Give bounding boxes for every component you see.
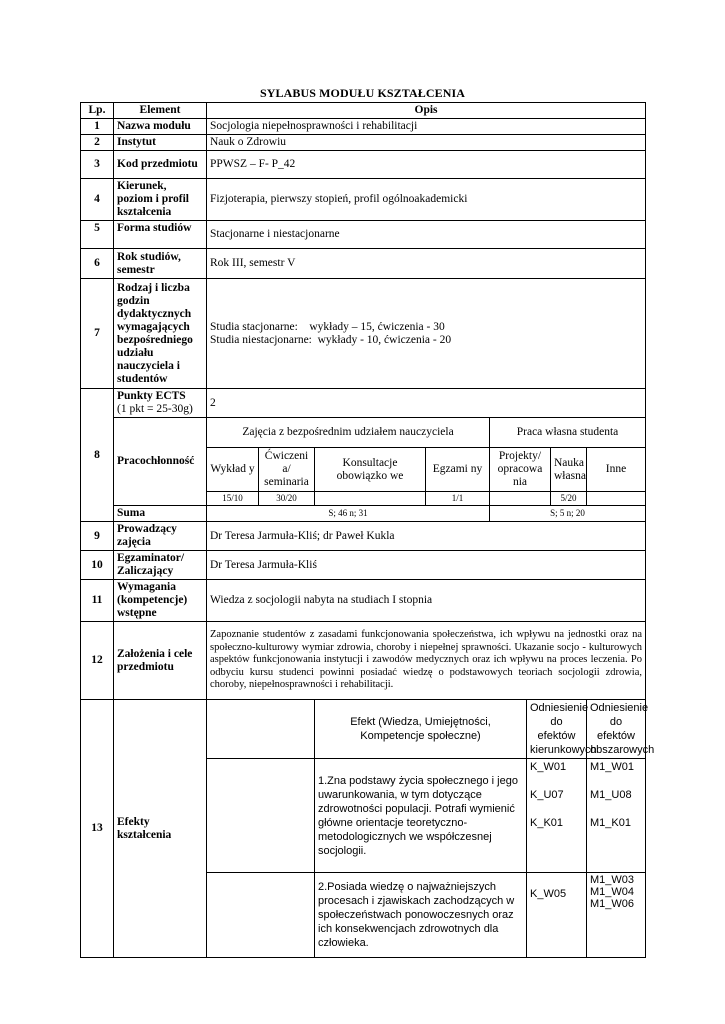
row-element: Założenia i cele przedmiotu — [114, 622, 207, 700]
sum-self: S; 5 n; 20 — [490, 506, 646, 522]
ects-label-cell — [114, 389, 207, 418]
effect-kier-refs — [527, 759, 587, 873]
row-element: Rok studiów, semestr — [114, 249, 207, 279]
row-element: Egzaminator/ Zaliczający — [114, 551, 207, 580]
val-self-study: 5/20 — [551, 492, 587, 506]
sum-direct: S; 46 n; 31 — [207, 506, 490, 522]
row-number: 7 — [81, 279, 114, 389]
col-exams: Egzami ny — [426, 448, 490, 492]
ref-code: K_W05 — [530, 888, 567, 900]
row-description: Socjologia niepełnosprawności i rehabilitacji — [207, 119, 646, 135]
row-description: PPWSZ – F- P_42 — [207, 151, 646, 179]
row-description: Rok III, semestr V — [207, 249, 646, 279]
row-description: Fizjoterapia, pierwszy stopień, profil ogólnoakademicki — [207, 179, 646, 221]
effects-spacer — [207, 759, 315, 873]
row-number: 11 — [81, 580, 114, 622]
ref-code: M1_U08 — [590, 789, 632, 801]
ref-code: M1_K01 — [590, 817, 631, 829]
row-description: Dr Teresa Jarmuła-Kliś — [207, 551, 646, 580]
row-description: Stacjonarne i niestacjonarne — [207, 221, 646, 249]
row-number: 12 — [81, 622, 114, 700]
ref-code: K_U07 — [530, 789, 564, 801]
val-consultations — [315, 492, 426, 506]
row-number: 8 — [81, 389, 114, 522]
ref-code: M1_W01 — [590, 761, 635, 773]
row-element: Efekty kształcenia — [114, 700, 207, 958]
syllabus-table — [80, 102, 655, 958]
ref-code: M1_W06 — [590, 898, 635, 910]
effect-text: 2.Posiada wiedzę o najważniejszych procesach i zjawiskach zachodzących w społeczeństwach ponowoczesnych oraz ich konsekwencjach zdrowotnych dla człowieka. — [315, 873, 527, 958]
row-element: Rodzaj i liczba godzin dydaktycznych wymagających bezpośredniego udziału nauczyciela i studentów — [114, 279, 207, 389]
col-lectures: Wykład y — [207, 448, 259, 492]
col-self-study: Nauka własna — [551, 448, 587, 492]
effect-text: 1.Zna podstawy życia społecznego i jego uwarunkowania, w tym dotyczące zdrowotności populacji. Potrafi wymienić główne orientacje teoretyczno-metodologicznych we współczesnej socjologii. — [315, 759, 527, 873]
table-row — [81, 179, 646, 221]
row-number: 13 — [81, 700, 114, 958]
effects-spacer — [207, 873, 315, 958]
val-projects — [490, 492, 551, 506]
workload-label: Pracochłonność — [114, 418, 207, 506]
self-study-header: Praca własna studenta — [490, 418, 646, 448]
header-lp: Lp. — [81, 103, 114, 119]
table-row — [81, 249, 646, 279]
ects-sub-label: (1 pkt = 25-30g) — [117, 403, 193, 415]
sum-row — [81, 506, 646, 522]
row-number: 10 — [81, 551, 114, 580]
hours-nonstationary: Studia niestacjonarne: wykłady - 10, ćwiczenia - 20 — [210, 333, 452, 346]
table-row — [81, 279, 646, 389]
direct-contact-header: Zajęcia z bezpośrednim udziałem nauczyciela — [207, 418, 490, 448]
col-other: Inne — [587, 448, 646, 492]
ref-code: M1_W03 — [590, 874, 635, 886]
effects-spacer — [207, 700, 315, 759]
effect-obsz-refs — [587, 759, 646, 873]
table-row — [81, 119, 646, 135]
header-row — [81, 103, 646, 119]
row-number: 2 — [81, 135, 114, 151]
document-title: SYLABUS MODUŁU KSZTAŁCENIA — [259, 86, 466, 100]
hours-stationary: Studia stacjonarne: wykłady – 15, ćwiczenia - 30 — [210, 320, 445, 333]
val-lectures: 15/10 — [207, 492, 259, 506]
row-number: 5 — [81, 221, 114, 249]
row-description: Dr Teresa Jarmuła-Kliś; dr Paweł Kukla — [207, 522, 646, 551]
row-element: Kierunek, poziom i profil kształcenia — [114, 179, 207, 221]
col-exercises: Ćwiczeni a/ seminaria — [259, 448, 315, 492]
val-other — [587, 492, 646, 506]
table-row — [81, 551, 646, 580]
table-row — [81, 151, 646, 179]
col-consultations: Konsultacje obowiązko we — [315, 448, 426, 492]
row-number: 9 — [81, 522, 114, 551]
header-element: Element — [114, 103, 207, 119]
table-row — [81, 522, 646, 551]
effects-header: Efekt (Wiedza, Umiejętności, Kompetencje społeczne) — [315, 700, 527, 759]
ects-row — [81, 389, 646, 418]
header-opis: Opis — [207, 103, 646, 119]
row-description: Nauk o Zdrowiu — [207, 135, 646, 151]
row-element: Wymagania (kompetencje) wstępne — [114, 580, 207, 622]
col-projects: Projekty/ opracowa nia — [490, 448, 551, 492]
ref-code: M1_W04 — [590, 886, 635, 898]
row-description: Zapoznanie studentów z zasadami funkcjonowania społeczeństwa, ich wpływu na jednostki oraz na społeczno-kulturowy wymiar zdrowia, choroby i niepełnej sprawności. Ukazanie socjo - kulturowych aspektów funkcjonowania instytucji i zawodów medycznych oraz ich wpływu na proces leczenia. Po odbyciu kursu studenci powinni posiadać wiedzę o podstawowych teoriach socjologii zdrowia, choroby, niepełnosprawności i rehabilitacji. — [207, 622, 646, 700]
val-exams: 1/1 — [426, 492, 490, 506]
row-element: Nazwa modułu — [114, 119, 207, 135]
effects-obsz-header: Odniesienie do efektów obszarowych — [587, 700, 646, 759]
ects-label: Punkty ECTS — [117, 390, 186, 402]
table-row — [81, 622, 646, 700]
workload-group-row — [81, 418, 646, 448]
row-element: Forma studiów — [114, 221, 207, 249]
row-description: Wiedza z socjologii nabyta na studiach I stopnia — [207, 580, 646, 622]
row-number: 1 — [81, 119, 114, 135]
effect-kier-refs — [527, 873, 587, 958]
row-description — [207, 279, 646, 389]
effects-header-row — [81, 700, 646, 759]
ref-code: K_K01 — [530, 817, 564, 829]
effects-kier-header: Odniesienie do efektów kierunkowych — [527, 700, 587, 759]
row-number: 6 — [81, 249, 114, 279]
table-row — [81, 221, 646, 249]
row-element: Prowadzący zajęcia — [114, 522, 207, 551]
table-row — [81, 135, 646, 151]
row-element: Kod przedmiotu — [114, 151, 207, 179]
sum-label: Suma — [114, 506, 207, 522]
row-number: 3 — [81, 151, 114, 179]
row-number: 4 — [81, 179, 114, 221]
table-row — [81, 580, 646, 622]
ref-code: K_W01 — [530, 761, 567, 773]
val-exercises: 30/20 — [259, 492, 315, 506]
row-element: Instytut — [114, 135, 207, 151]
ects-value: 2 — [207, 389, 646, 418]
effect-obsz-refs — [587, 873, 646, 958]
